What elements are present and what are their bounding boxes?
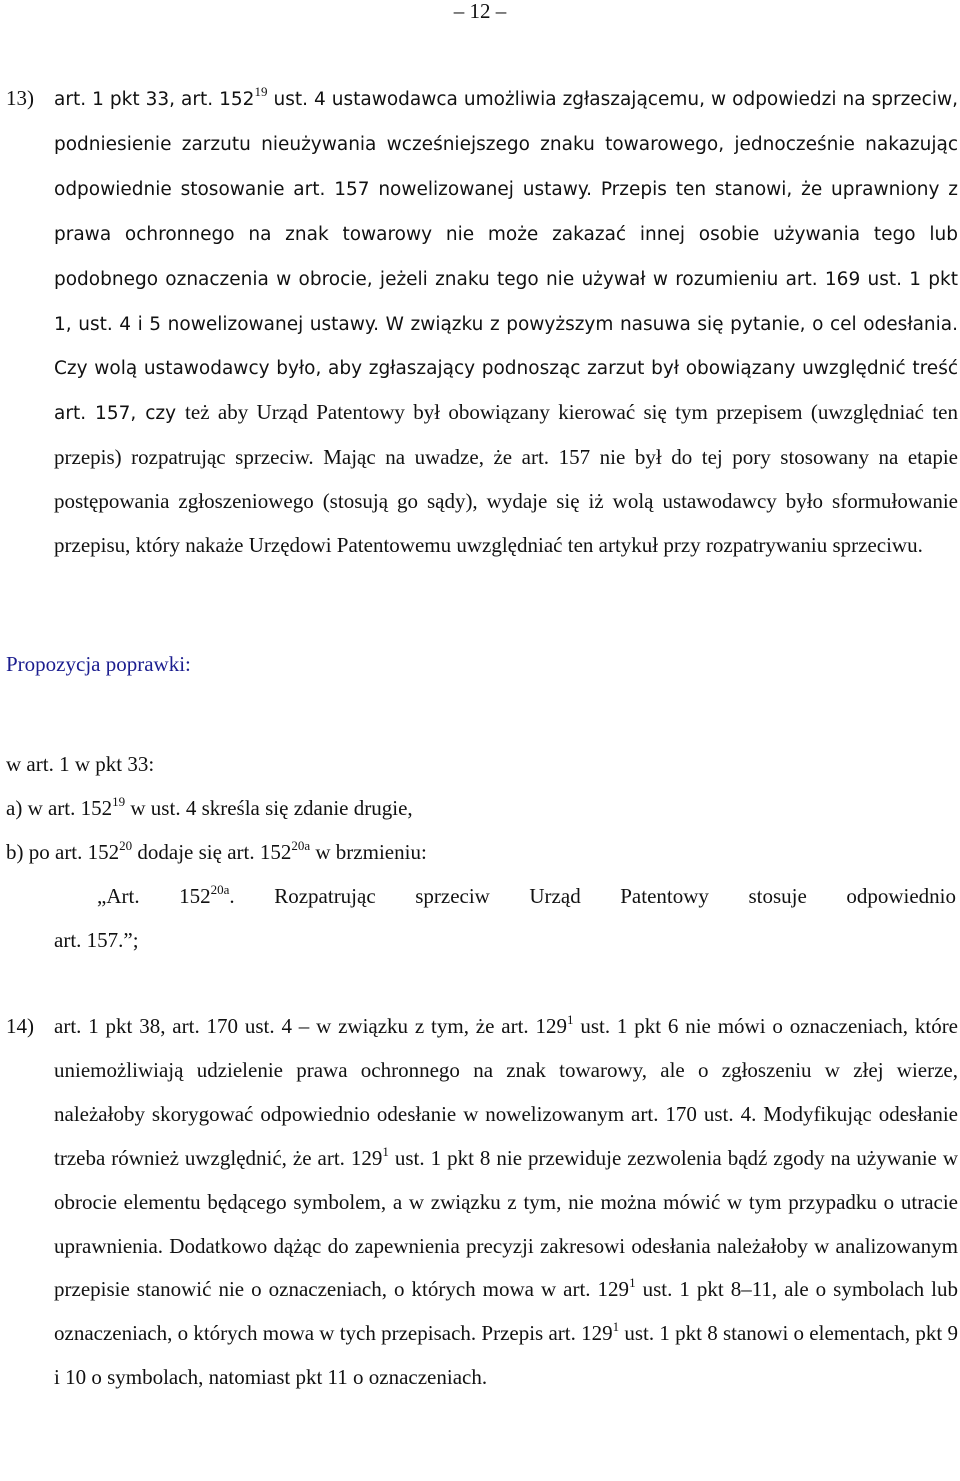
item-text bbox=[54, 77, 958, 568]
superscript: 1 bbox=[566, 1012, 574, 1027]
proposal-quote-end: art. 157.”; bbox=[54, 928, 139, 952]
text-segment: ust. 1 pkt 8 nie przewiduje zezwolenia bądź zgody na używanie w obrocie elementu będącego symbolem, a w związku z tym, nie można mówić w tym przypadku o utracie uprawnienia. Dodatkowo dążąc do zapewnienia precyzji zakresowi odesłania należałoby w analizowanym przepisie stanowić nie o oznaczeniach, o których mowa w art. 129 bbox=[54, 1145, 959, 1302]
proposal-line-intro: w art. 1 w pkt 33: bbox=[6, 752, 155, 776]
item-number: 13) bbox=[6, 86, 34, 110]
text-segment: art. 1 pkt 33, art. 152 bbox=[54, 89, 255, 110]
item-number: 14) bbox=[6, 1014, 34, 1038]
superscript: 1 bbox=[612, 1319, 620, 1335]
page-number: – 12 – bbox=[453, 0, 507, 23]
proposal-quote: „Art. $152^{20a}$. Rozpatrując sprzeciw Urząd Patentowy stosuje odpowiednio bbox=[97, 882, 956, 908]
text-segment: ust. 1 pkt 8–11, ale o symbolach lub oznaczeniach, o których mowa w tych przepisach. Przepis art. 129 bbox=[54, 1277, 958, 1346]
text-segment: ust. 4 ustawodawca umożliwia zgłaszającemu, w odpowiedzi na sprzeciw, podniesienie zarzutu nieużywania wcześniejszego znaku towarowego, jednocześnie nakazując odpowiednie stosowanie art. 157 nowelizowanej ustawy. Przepis ten stanowi, że uprawniony z prawa ochronnego na znak towarowy nie może zakazać innej osobie używania tego lub podobnego oznaczenia w obrocie, jeżeli znaku tego nie używał w rozumieniu art. 169 ust. 1 pkt 1, ust. 4 i 5 nowelizowanej ustawy. W związku z powyższym nasuwa się pytanie, o cel odesłania. Czy wolą ustawodawcy było, aby zgłaszający podnosząc zarzut był obowiązany uwzględnić treść art. 157, czy bbox=[54, 89, 958, 425]
proposal-heading: Propozycja poprawki: bbox=[6, 652, 191, 676]
list-item-13 bbox=[6, 77, 958, 568]
item-text bbox=[54, 1005, 958, 1400]
proposal-line-a: a) w art. $152^{19}$ w ust. 4 skreśla się zdanie drugie, bbox=[6, 794, 413, 820]
superscript: 1 bbox=[629, 1275, 636, 1291]
list-item-14 bbox=[6, 1005, 958, 1400]
text-segment: art. 1 pkt 38, art. 170 ust. 4 – w związku z tym, że art. 129 bbox=[54, 1014, 567, 1038]
text-segment: ust. 1 pkt 6 nie mówi o oznaczeniach, które uniemożliwiają udzielenie prawa ochronnego na znak towarowy, ale o zgłoszeniu w złej wierze, należałoby skorygować odpowiednio odesłanie w nowelizowanym art. 170 ust. 4. Modyfikując odesłanie trzeba również uwzględnić, że art. 129 bbox=[54, 1014, 959, 1170]
proposal-line-b: b) po art. $152^{20}$ dodaje się art. $152^{20a}$ w brzmieniu: bbox=[6, 838, 427, 864]
text-segment: też aby Urząd Patentowy był obowiązany kierować się tym przepisem (uwzględniać ten przepis) rozpatrując sprzeciw. Mając na uwadze, że art. 157 nie był do tej pory stosowany na etapie postępowania zgłoszeniowego (stosują go sądy), wydaje się iż wolą ustawodawcy było sformułowanie przepisu, który nakaże Urzędowi Patentowemu uwzględniać ten artykuł przy rozpatrywaniu sprzeciwu. bbox=[54, 400, 958, 558]
text-segment: ust. 1 pkt 8 stanowi o elementach, pkt 9 i 10 o symbolach, natomiast pkt 11 o oznaczeniach. bbox=[54, 1321, 958, 1390]
superscript: 1 bbox=[382, 1143, 389, 1159]
superscript: 19 bbox=[254, 84, 268, 99]
